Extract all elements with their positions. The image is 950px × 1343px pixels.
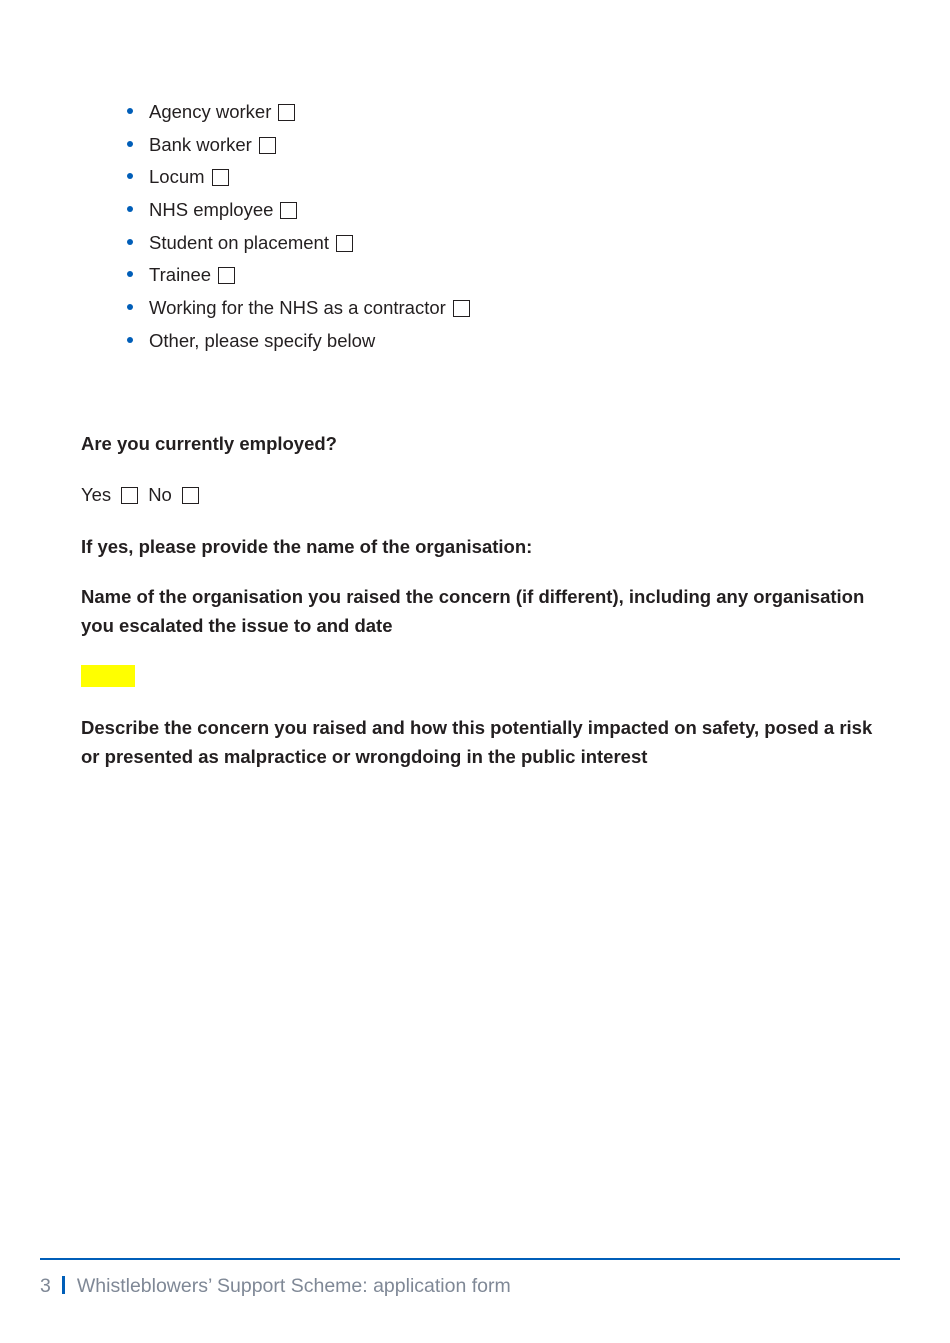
bullet-icon <box>127 304 133 310</box>
document-title: Whistleblowers’ Support Scheme: application form <box>76 1275 511 1297</box>
page-number: 3 <box>40 1275 51 1297</box>
bullet-icon <box>127 141 133 147</box>
footer-separator <box>62 1276 65 1294</box>
bullet-icon <box>127 108 133 114</box>
list-item <box>127 196 470 229</box>
bullet-icon <box>127 206 133 212</box>
option-label: Agency worker <box>149 101 272 122</box>
currently-employed-question: Are you currently employed? <box>81 433 337 454</box>
list-item <box>127 131 470 164</box>
no-label: No <box>148 484 172 505</box>
bullet-icon <box>127 239 133 245</box>
bank-worker-checkbox[interactable] <box>259 137 276 154</box>
option-label: Other, please specify below <box>149 329 376 351</box>
employed-yes-no <box>81 481 209 509</box>
organisation-input-field[interactable] <box>81 665 135 687</box>
trainee-checkbox[interactable] <box>218 267 235 284</box>
bullet-icon <box>127 337 133 343</box>
agency-worker-checkbox[interactable] <box>278 104 295 121</box>
student-on-placement-checkbox[interactable] <box>336 235 353 252</box>
no-checkbox[interactable] <box>182 487 199 504</box>
bullet-icon <box>127 173 133 179</box>
nhs-contractor-checkbox[interactable] <box>453 300 470 317</box>
list-item <box>127 327 470 360</box>
organisation-name-question: If yes, please provide the name of the organisation: <box>81 536 533 557</box>
footer-divider <box>40 1258 900 1260</box>
option-label: Working for the NHS as a contractor <box>149 297 446 319</box>
list-item <box>127 261 470 294</box>
option-label: Bank worker <box>149 133 252 155</box>
locum-checkbox[interactable] <box>212 169 229 186</box>
nhs-employee-checkbox[interactable] <box>280 202 297 219</box>
option-label: Trainee <box>149 264 212 286</box>
list-item <box>127 229 470 262</box>
bullet-icon <box>127 271 133 277</box>
employment-status-list <box>127 98 470 360</box>
yes-label: Yes <box>81 484 112 505</box>
option-label: Student on placement <box>149 231 329 253</box>
option-label: Locum <box>149 166 205 188</box>
option-label: NHS employee <box>149 199 274 221</box>
page-footer <box>40 1275 511 1298</box>
raised-concern-organisation-question: Name of the organisation you raised the concern (if different), including any organisation you escalated the issue to and date <box>81 586 865 636</box>
list-item <box>127 98 470 131</box>
describe-concern-question: Describe the concern you raised and how this potentially impacted on safety, posed a risk or presented as malpractice or wrongdoing in the public interest <box>81 717 873 767</box>
list-item <box>127 163 470 196</box>
yes-checkbox[interactable] <box>121 487 138 504</box>
list-item <box>127 294 470 327</box>
